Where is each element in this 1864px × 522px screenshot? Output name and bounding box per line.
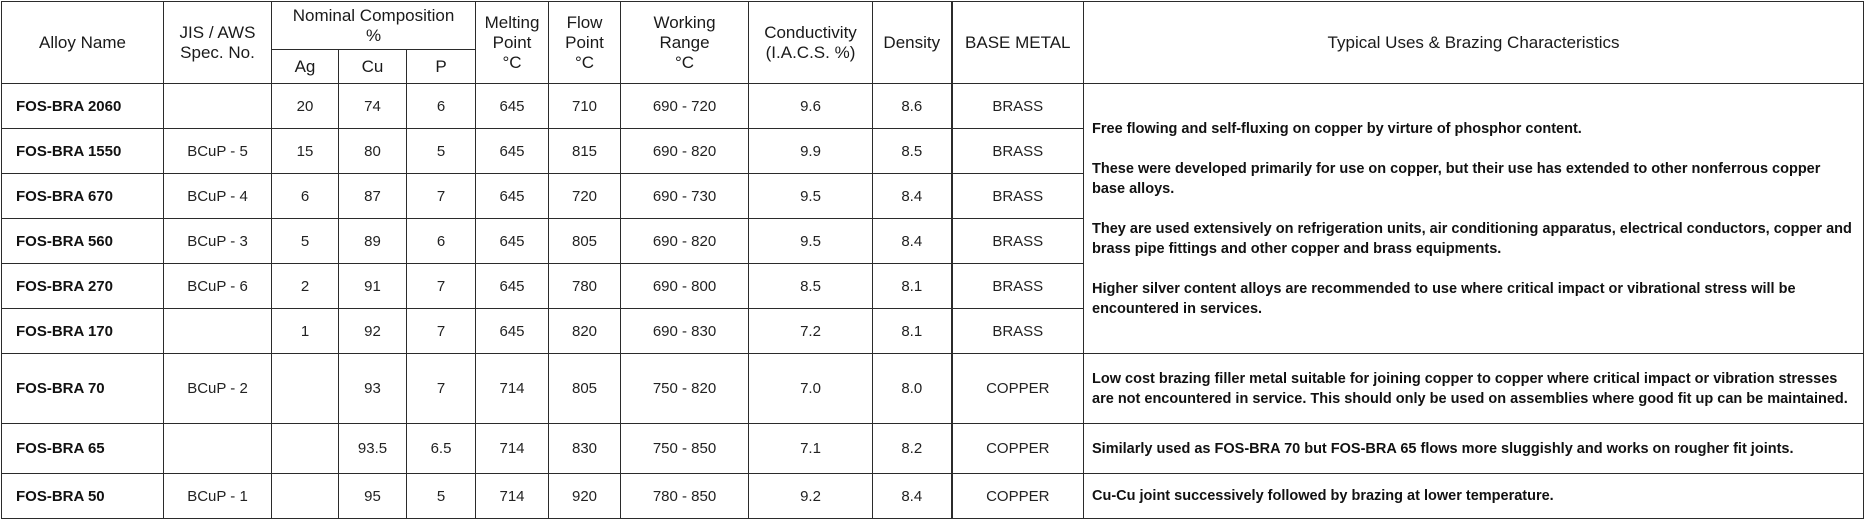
cell-working-range: 690 - 730 <box>621 174 749 219</box>
header-melting-line2: Point <box>492 32 532 52</box>
cell-flow: 780 <box>549 264 621 309</box>
header-base-metal-text: BASE METAL <box>965 32 1071 52</box>
cell-p: 7 <box>407 309 476 354</box>
header-density <box>873 2 952 84</box>
cell-melting: 714 <box>476 424 549 474</box>
table-row <box>2 424 1864 474</box>
header-working-line1: Working <box>653 12 716 32</box>
cell-flow: 805 <box>549 219 621 264</box>
cell-ag: 5 <box>272 219 339 264</box>
cell-alloy-name: FOS-BRA 670 <box>2 174 164 219</box>
cell-flow: 820 <box>549 309 621 354</box>
cell-melting: 645 <box>476 309 549 354</box>
header-flow-unit: °C <box>574 52 595 72</box>
cell-melting: 714 <box>476 474 549 519</box>
header-melting-point <box>476 2 549 84</box>
cell-working-range: 750 - 850 <box>621 424 749 474</box>
cell-working-range: 690 - 800 <box>621 264 749 309</box>
header-spec-no <box>164 2 272 84</box>
header-composition-line1: Nominal Composition <box>292 5 455 25</box>
cell-spec: BCuP - 2 <box>164 354 272 424</box>
header-p <box>407 50 476 84</box>
uses-paragraph: These were developed primarily for use on copper, but their use has extended to other nonferrous copper base alloys. <box>1092 160 1821 197</box>
cell-base-metal: BRASS <box>952 174 1084 219</box>
cell-base-metal: BRASS <box>952 84 1084 129</box>
cell-spec: BCuP - 5 <box>164 129 272 174</box>
header-nominal-composition <box>272 2 476 50</box>
cell-spec: BCuP - 3 <box>164 219 272 264</box>
cell-ag: 20 <box>272 84 339 129</box>
header-spec-line1: JIS / AWS <box>179 22 256 42</box>
cell-p: 5 <box>407 129 476 174</box>
header-typical-uses <box>1084 2 1864 84</box>
cell-alloy-name: FOS-BRA 65 <box>2 424 164 474</box>
cell-cu: 95 <box>339 474 407 519</box>
cell-density: 8.5 <box>873 129 952 174</box>
cell-alloy-name: FOS-BRA 560 <box>2 219 164 264</box>
cell-melting: 645 <box>476 174 549 219</box>
cell-density: 8.4 <box>873 474 952 519</box>
cell-ag <box>272 424 339 474</box>
uses-paragraph: They are used extensively on refrigeration units, air conditioning apparatus, electrical conductors, copper and brass pipe fittings and other copper and brass equipments. <box>1092 220 1852 257</box>
cell-spec <box>164 309 272 354</box>
cell-density: 8.4 <box>873 219 952 264</box>
cell-flow: 830 <box>549 424 621 474</box>
table-header <box>2 2 1864 84</box>
header-typical-uses-text: Typical Uses & Brazing Characteristics <box>1327 32 1620 52</box>
header-conductivity <box>749 2 873 84</box>
header-alloy-name <box>2 2 164 84</box>
table-body <box>2 84 1864 519</box>
cell-density: 8.2 <box>873 424 952 474</box>
cell-spec: BCuP - 4 <box>164 174 272 219</box>
table-row <box>2 354 1864 424</box>
cell-melting: 645 <box>476 219 549 264</box>
cell-melting: 645 <box>476 84 549 129</box>
cell-working-range: 780 - 850 <box>621 474 749 519</box>
cell-cu: 93 <box>339 354 407 424</box>
cell-density: 8.6 <box>873 84 952 129</box>
cell-p: 6 <box>407 219 476 264</box>
cell-density: 8.4 <box>873 174 952 219</box>
brazing-alloy-table <box>1 1 1864 519</box>
cell-p: 6.5 <box>407 424 476 474</box>
cell-conductivity: 7.1 <box>749 424 873 474</box>
cell-density: 8.1 <box>873 264 952 309</box>
cell-working-range: 750 - 820 <box>621 354 749 424</box>
cell-cu: 89 <box>339 219 407 264</box>
header-flow-line1: Flow <box>566 12 603 32</box>
header-composition-line2: % <box>365 25 382 45</box>
cell-working-range: 690 - 720 <box>621 84 749 129</box>
cell-ag <box>272 354 339 424</box>
cell-ag: 6 <box>272 174 339 219</box>
header-spec-line2: Spec. No. <box>180 42 255 62</box>
cell-alloy-name: FOS-BRA 1550 <box>2 129 164 174</box>
cell-alloy-name: FOS-BRA 50 <box>2 474 164 519</box>
cell-cu: 80 <box>339 129 407 174</box>
header-cu <box>339 50 407 84</box>
cell-conductivity: 9.5 <box>749 174 873 219</box>
cell-base-metal: BRASS <box>952 264 1084 309</box>
header-ag <box>272 50 339 84</box>
header-working-range <box>621 2 749 84</box>
cell-uses-fos-bra-65: Similarly used as FOS-BRA 70 but FOS-BRA 65 flows more sluggishly and works on rougher fit joints. <box>1084 424 1864 474</box>
cell-spec <box>164 84 272 129</box>
cell-density: 8.0 <box>873 354 952 424</box>
cell-cu: 74 <box>339 84 407 129</box>
cell-flow: 920 <box>549 474 621 519</box>
cell-flow: 710 <box>549 84 621 129</box>
cell-ag: 15 <box>272 129 339 174</box>
cell-working-range: 690 - 830 <box>621 309 749 354</box>
cell-flow: 815 <box>549 129 621 174</box>
cell-p: 7 <box>407 264 476 309</box>
cell-working-range: 690 - 820 <box>621 219 749 264</box>
cell-alloy-name: FOS-BRA 270 <box>2 264 164 309</box>
cell-cu: 92 <box>339 309 407 354</box>
cell-p: 7 <box>407 354 476 424</box>
cell-base-metal: BRASS <box>952 219 1084 264</box>
cell-conductivity: 9.2 <box>749 474 873 519</box>
cell-ag: 1 <box>272 309 339 354</box>
cell-spec: BCuP - 6 <box>164 264 272 309</box>
header-p-text: P <box>435 56 447 76</box>
cell-alloy-name: FOS-BRA 70 <box>2 354 164 424</box>
table-row <box>2 84 1864 129</box>
header-melting-unit: °C <box>502 52 522 72</box>
cell-melting: 645 <box>476 129 549 174</box>
header-alloy-name-text: Alloy Name <box>39 32 126 52</box>
uses-paragraph: Free flowing and self-fluxing on copper by virture of phosphor content. <box>1092 120 1582 137</box>
cell-uses-fos-bra-50: Cu-Cu joint successively followed by brazing at lower temperature. <box>1084 474 1864 519</box>
cell-flow: 805 <box>549 354 621 424</box>
cell-conductivity: 8.5 <box>749 264 873 309</box>
cell-spec <box>164 424 272 474</box>
cell-p: 6 <box>407 84 476 129</box>
cell-alloy-name: FOS-BRA 170 <box>2 309 164 354</box>
cell-uses-brass-group <box>1084 84 1864 354</box>
cell-p: 5 <box>407 474 476 519</box>
cell-conductivity: 9.5 <box>749 219 873 264</box>
cell-ag: 2 <box>272 264 339 309</box>
cell-spec: BCuP - 1 <box>164 474 272 519</box>
table-row <box>2 474 1864 519</box>
cell-base-metal: BRASS <box>952 129 1084 174</box>
cell-density: 8.1 <box>873 309 952 354</box>
header-cu-text: Cu <box>361 56 384 76</box>
cell-cu: 91 <box>339 264 407 309</box>
cell-conductivity: 9.9 <box>749 129 873 174</box>
header-flow-point <box>549 2 621 84</box>
cell-ag <box>272 474 339 519</box>
header-working-line2: Range <box>659 32 710 52</box>
header-working-unit: °C <box>674 52 695 72</box>
cell-conductivity: 7.0 <box>749 354 873 424</box>
cell-alloy-name: FOS-BRA 2060 <box>2 84 164 129</box>
cell-base-metal: COPPER <box>952 474 1084 519</box>
cell-melting: 714 <box>476 354 549 424</box>
header-base-metal <box>952 2 1084 84</box>
cell-conductivity: 7.2 <box>749 309 873 354</box>
cell-working-range: 690 - 820 <box>621 129 749 174</box>
cell-p: 7 <box>407 174 476 219</box>
cell-base-metal: BRASS <box>952 309 1084 354</box>
header-conductivity-line2: (I.A.C.S. %) <box>765 42 856 62</box>
cell-cu: 87 <box>339 174 407 219</box>
cell-base-metal: COPPER <box>952 354 1084 424</box>
uses-paragraph: Higher silver content alloys are recommended to use where critical impact or vibrational stress will be encountered in services. <box>1092 280 1796 317</box>
header-conductivity-line1: Conductivity <box>764 22 857 42</box>
header-density-text: Density <box>883 32 941 52</box>
header-melting-line1: Melting <box>484 12 540 32</box>
cell-uses-fos-bra-70: Low cost brazing filler metal suitable for joining copper to copper where critical impact or vibration stresses are not encountered in service. This should only be used on assemblies where good fit up can be maintained. <box>1084 354 1864 424</box>
header-ag-text: Ag <box>294 56 316 76</box>
cell-base-metal: COPPER <box>952 424 1084 474</box>
cell-conductivity: 9.6 <box>749 84 873 129</box>
cell-flow: 720 <box>549 174 621 219</box>
header-flow-line2: Point <box>565 32 604 52</box>
cell-cu: 93.5 <box>339 424 407 474</box>
cell-melting: 645 <box>476 264 549 309</box>
